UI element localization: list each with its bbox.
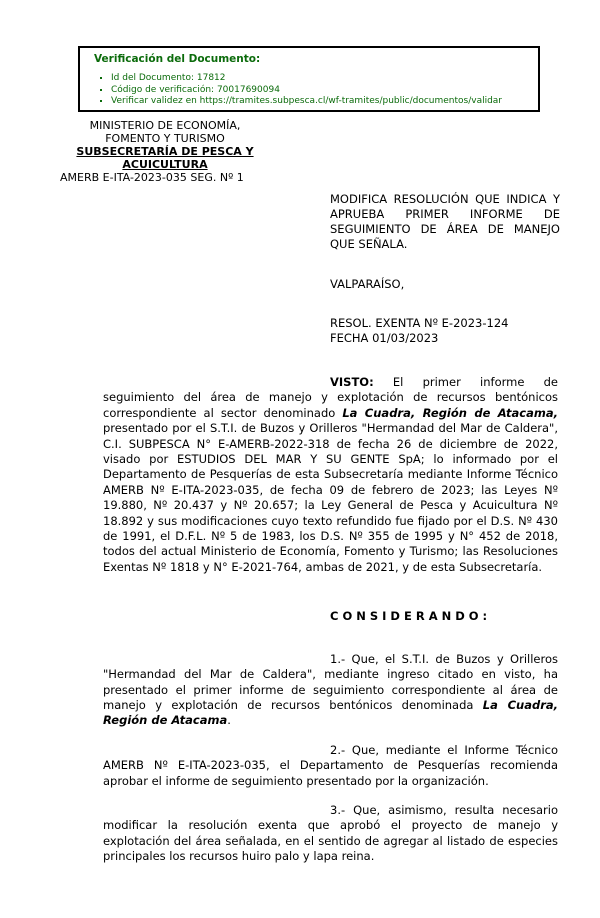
ministry-line-2: FOMENTO Y TURISMO: [105, 132, 225, 145]
considerando-item-2: 2.- Que, mediante el Informe Técnico AMERB Nº E-ITA-2023-035, el Departamento de Pesquerías recomienda aprobar el informe de seguimiento presentado por la organización.: [103, 742, 558, 788]
considerando-heading: C O N S I D E R A N D O :: [330, 609, 488, 624]
resolution-number: RESOL. EXENTA Nº E-2023-124: [330, 316, 509, 330]
letterhead: [56, 119, 274, 171]
subject-title: MODIFICA RESOLUCIÓN QUE INDICA Y APRUEBA PRIMER INFORME DE SEGUIMIENTO DE ÁREA DE MANEJO QUE SEÑALA.: [330, 192, 560, 251]
verification-list: [94, 73, 534, 108]
document-reference: AMERB E-ITA-2023-035 SEG. Nº 1: [60, 171, 244, 184]
verification-box: [78, 46, 540, 112]
visto-area-name: La Cuadra, Región de Atacama,: [342, 405, 558, 420]
city-line: VALPARAÍSO,: [330, 277, 405, 291]
document-body: [103, 375, 558, 865]
subsecretaria-line-1: SUBSECRETARÍA DE PESCA Y: [76, 145, 254, 158]
considerando-1-segment-1: 1.- Que, el S.T.I. de Buzos y Orilleros "Hermandad del Mar de Caldera", mediante ingreso citado en visto, ha presentado el primer informe de seguimiento correspondiente al área de manejo y explotación de recursos bentónicos denominada: [103, 651, 558, 712]
considerando-1-segment-2: .: [227, 713, 231, 728]
verification-item-document-id: ▪ Id del Documento: 17812: [111, 73, 534, 85]
considerando-item-1: [103, 652, 558, 729]
ministry-line-1: MINISTERIO DE ECONOMÍA,: [89, 119, 241, 132]
visto-segment-1: El primer informe de seguimiento del área de manejo y explotación de recursos bentónicos correspondiente al sector denominado: [103, 375, 558, 420]
visto-label: VISTO:: [330, 375, 374, 389]
visto-paragraph: [103, 375, 558, 575]
considerando-item-3: 3.- Que, asimismo, resulta necesario modificar la resolución exenta que aprobó el proyecto de manejo y explotación del área señalada, en el sentido de agregar al listado de especies principales los recursos huiro palo y lapa reina.: [103, 802, 558, 864]
visto-segment-2: presentado por el S.T.I. de Buzos y Orilleros "Hermandad del Mar de Caldera", C.I. SUBPESCA N° E-AMERB-2022-318 de fecha 26 de diciembre de 2022, visado por ESTUDIOS DEL MAR Y SU GENTE SpA; lo informado por el Departamento de Pesquerías de esta Subsecretaría mediante Informe Técnico AMERB Nº E-ITA-2023-035, de fecha 09 de febrero de 2023; las Leyes Nº 19.880, Nº 20.437 y Nº 20.657; la Ley General de Pesca y Acuicultura Nº 18.892 y sus modificaciones cuyo texto refundido fue fijado por el D.S. Nº 430 de 1991, el D.F.L. Nº 5 de 1983, los D.S. Nº 355 de 1995 y N° 452 de 2018, todos del actual Ministerio de Economía, Fomento y Turismo; las Resoluciones Exentas Nº 1818 y N° E-2021-764, ambas de 2021, y de esta Subsecretaría.: [103, 421, 558, 574]
verification-item-url: ▪ Verificar validez en https://tramites.subpesca.cl/wf-tramites/public/documentos/validar: [111, 96, 534, 108]
subsecretaria-line-2: ACUICULTURA: [122, 158, 208, 171]
considerando-1-area-name: La Cuadra, Región de Atacama: [103, 697, 558, 728]
verification-title: Verificación del Documento:: [94, 53, 261, 65]
resolution-date: FECHA 01/03/2023: [330, 331, 439, 345]
verification-item-code: ▪ Código de verificación: 70017690094: [111, 85, 534, 97]
resolution-block: [330, 316, 508, 346]
